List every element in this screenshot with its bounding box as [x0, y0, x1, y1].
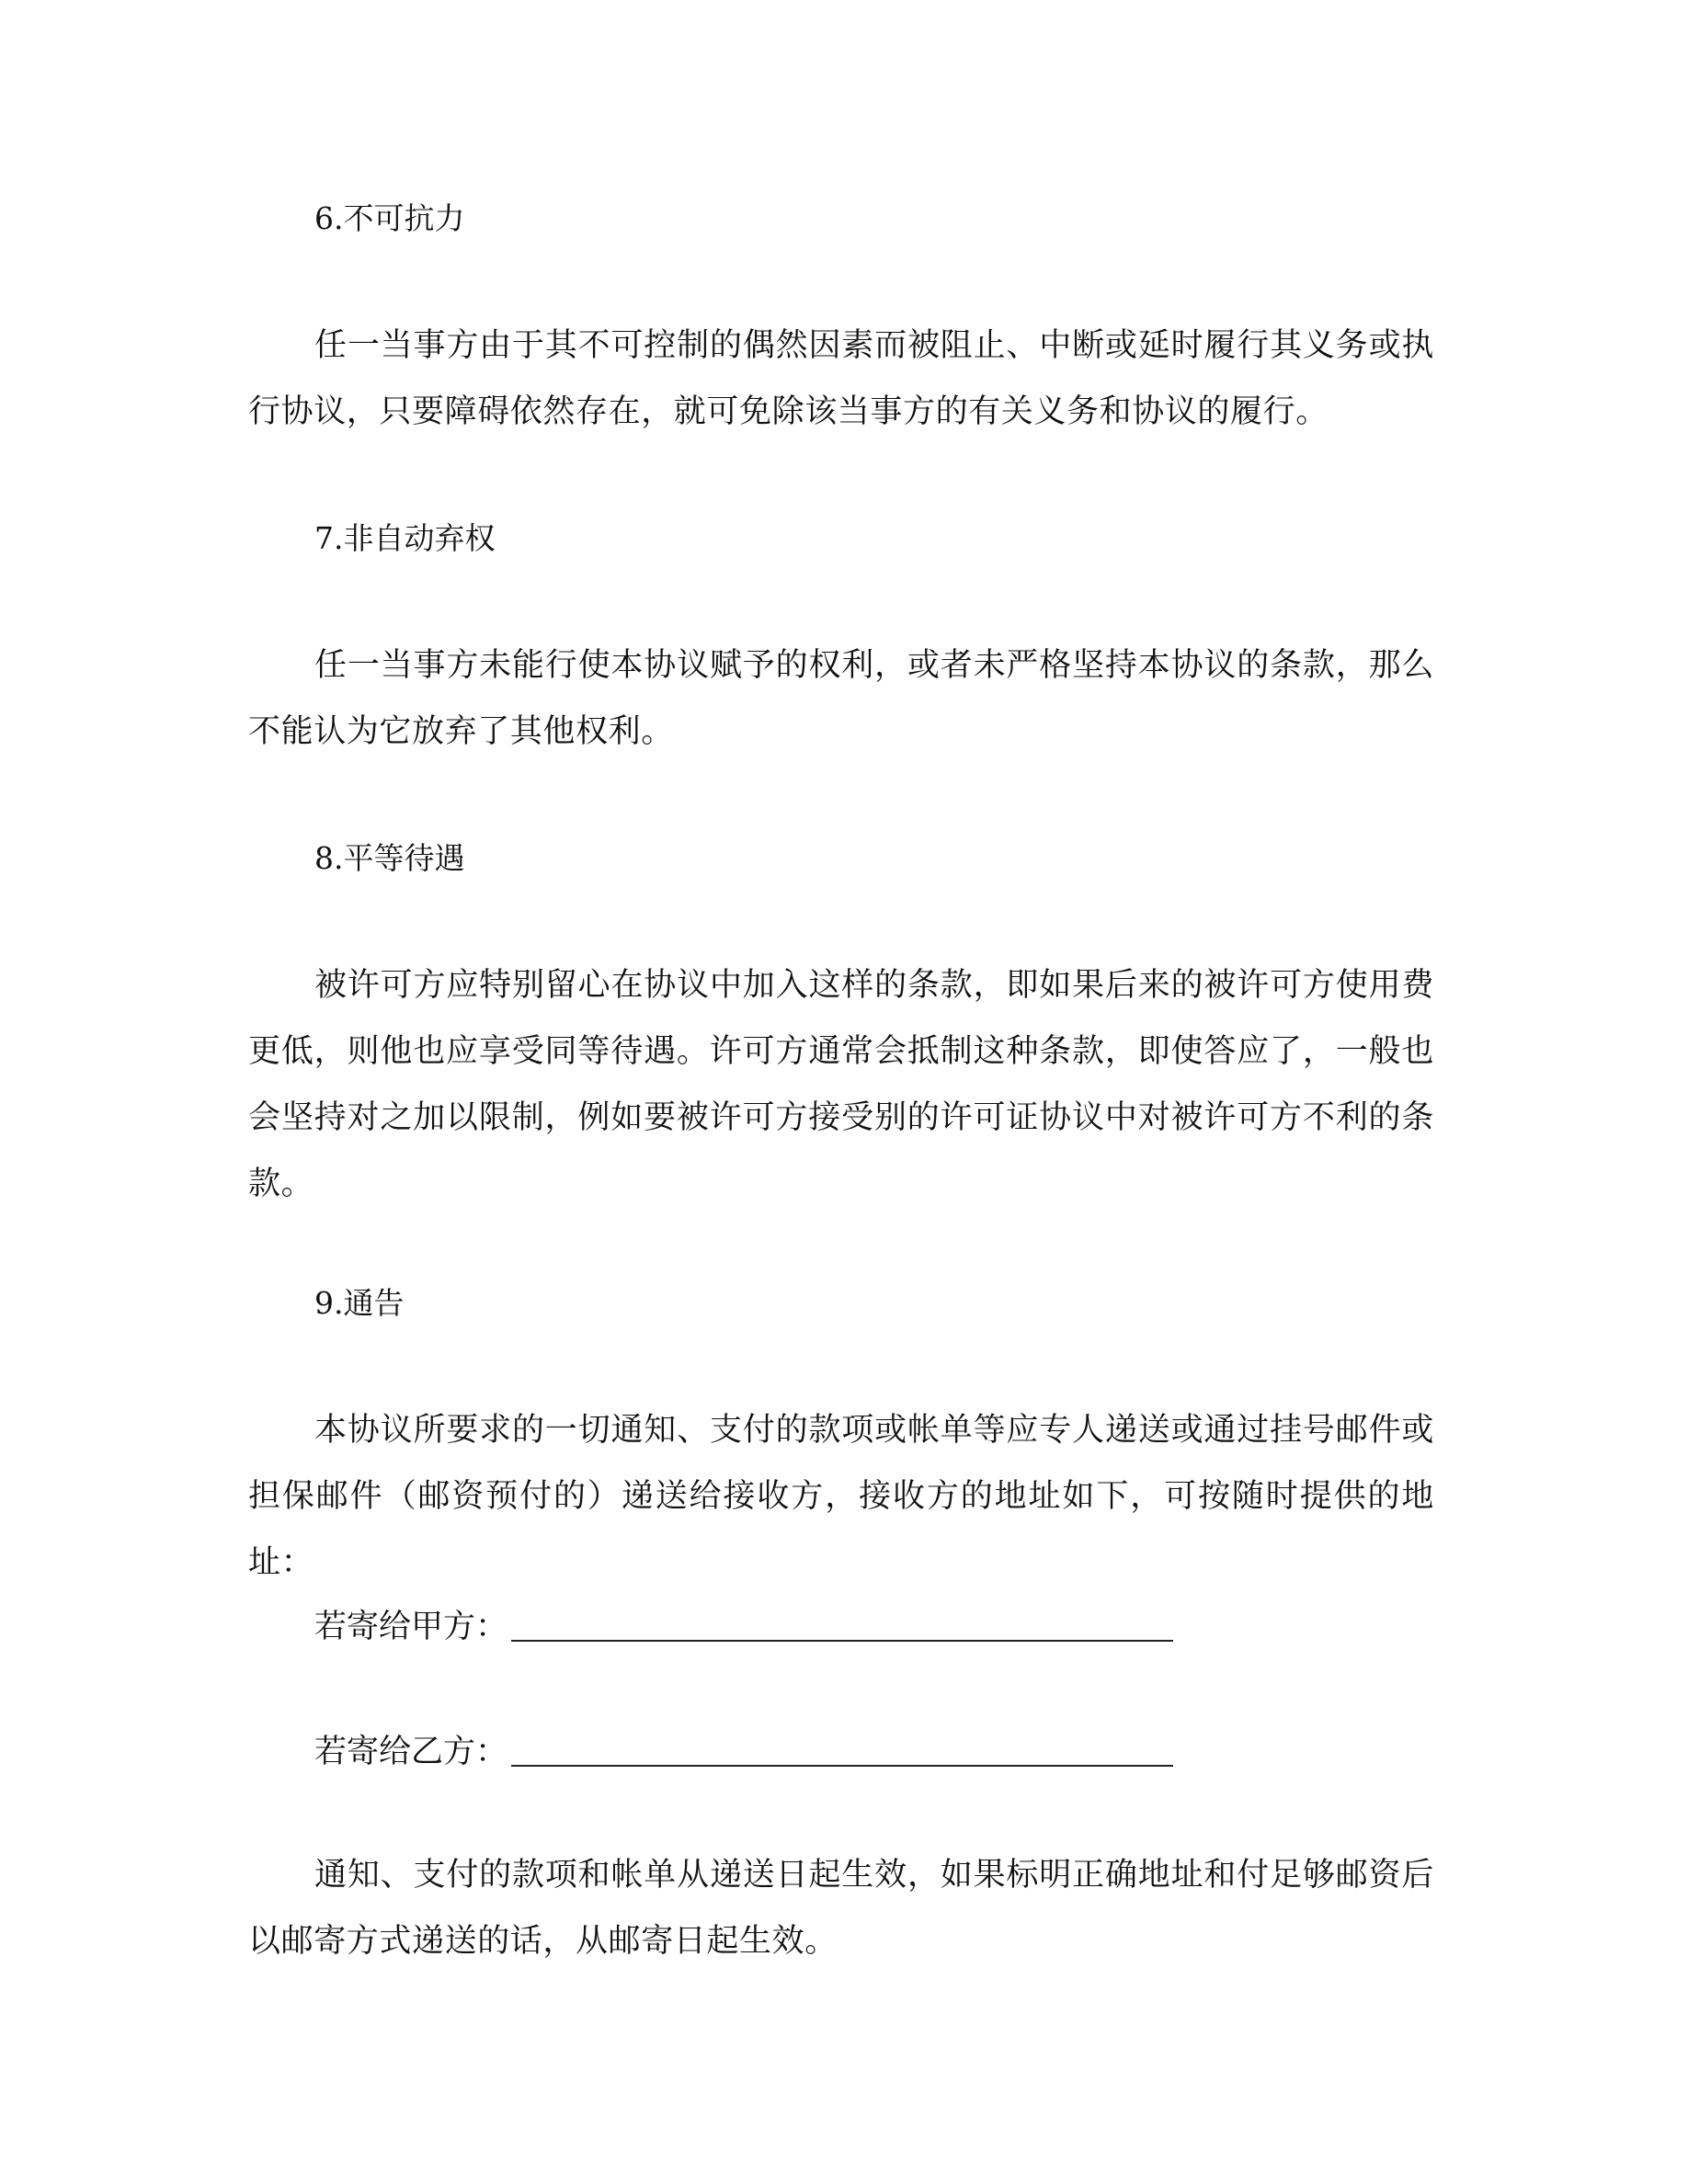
section-6-heading: 6.不可抗力	[314, 200, 465, 236]
party-b-label: 若寄给乙方：	[314, 1734, 508, 1770]
section-6-body: 任一当事方由于其不可控制的偶然因素而被阻止、中断或延时履行其义务或执行协议，只要障碍依然存在，就可免除该当事方的有关义务和协议的履行。	[248, 327, 1434, 430]
section-8-heading: 8.平等待遇	[314, 840, 465, 876]
party-a-address-blank	[511, 1640, 1173, 1642]
section-9-body: 本协议所要求的一切通知、支付的款项或帐单等应专人递送或通过挂号邮件或担保邮件（邮资预付的）递送给接收方，接收方的地址如下，可按随时提供的地址：	[248, 1412, 1434, 1581]
section-8-body: 被许可方应特别留心在协议中加入这样的条款，即如果后来的被许可方使用费更低，则他也应享受同等待遇。许可方通常会抵制这种条款，即使答应了，一般也会坚持对之加以限制，例如要被许可方接受别的许可证协议中对被许可方不利的条款。	[248, 967, 1434, 1202]
party-b-address-blank	[511, 1765, 1173, 1767]
party-a-address-line	[314, 1609, 1173, 1645]
closing-paragraph: 通知、支付的款项和帐单从递送日起生效，如果标明正确地址和付足够邮资后以邮寄方式递送的话，从邮寄日起生效。	[248, 1857, 1434, 1960]
section-9-heading: 9.通告	[314, 1285, 405, 1321]
section-7-body: 任一当事方未能行使本协议赋予的权利，或者未严格坚持本协议的条款，那么不能认为它放弃了其他权利。	[248, 647, 1434, 750]
section-7-heading: 7.非自动弃权	[314, 520, 496, 556]
party-b-address-line	[314, 1734, 1173, 1770]
party-a-label: 若寄给甲方：	[314, 1609, 508, 1645]
